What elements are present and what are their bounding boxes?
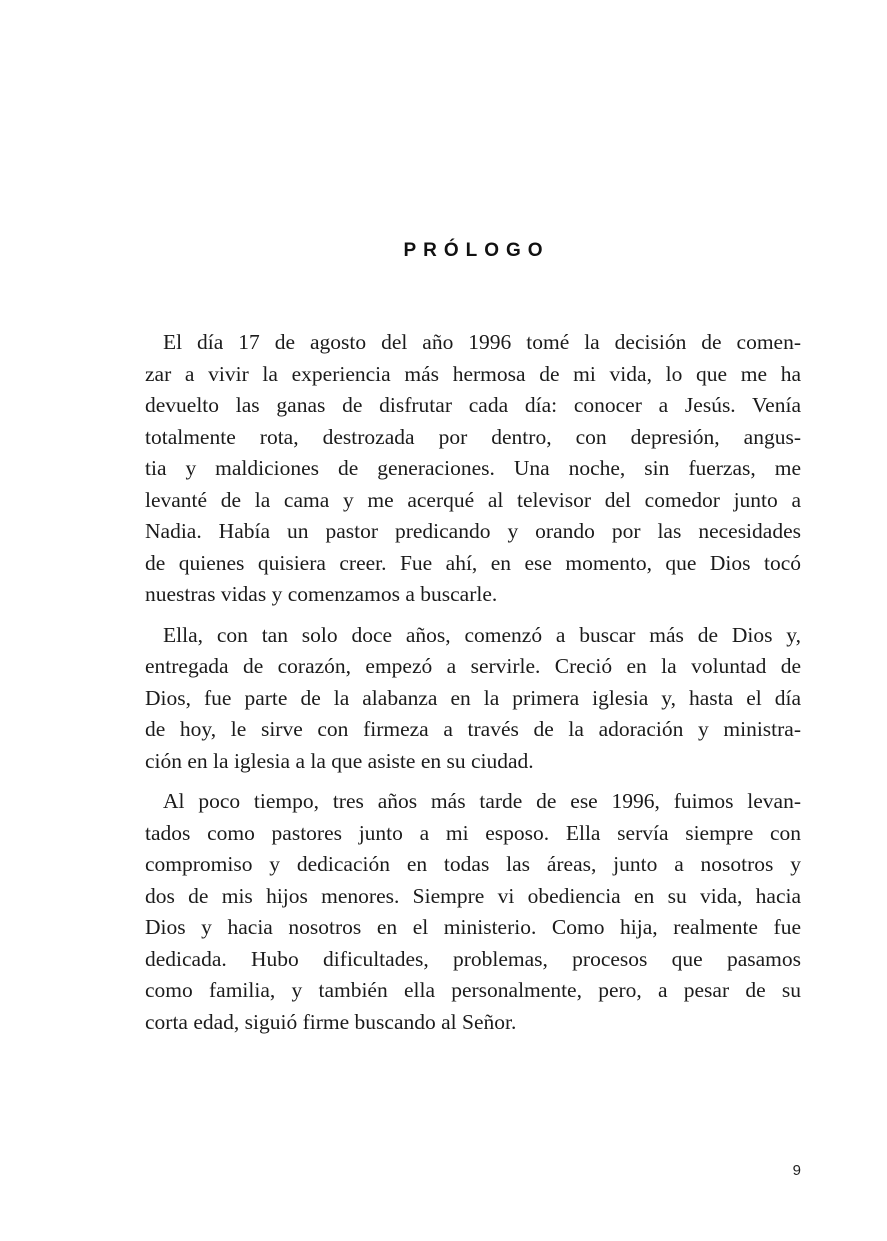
- text-line: corta edad, siguió firme buscando al Señor.: [145, 1009, 517, 1034]
- paragraph: [145, 786, 801, 1038]
- text-line: dos de mis hijos menores. Siempre vi obediencia en su vida, hacia: [145, 883, 801, 908]
- text-line: totalmente rota, destrozada por dentro, con depresión, angus-: [145, 424, 801, 449]
- text-line: Al poco tiempo, tres años más tarde de ese 1996, fuimos levan-: [163, 789, 801, 813]
- text-line: dedicada. Hubo dificultades, problemas, procesos que pasamos: [145, 946, 801, 971]
- page-number: 9: [792, 1162, 801, 1179]
- paragraph: [145, 620, 801, 778]
- text-line: como familia, y también ella personalmente, pero, a pesar de su: [145, 978, 801, 1002]
- text-line: zar a vivir la experiencia más hermosa de mi vida, lo que me ha: [145, 361, 801, 386]
- text-line: Nadia. Había un pastor predicando y orando por las necesidades: [145, 519, 801, 543]
- text-line: Ella, con tan solo doce años, comenzó a buscar más de Dios y,: [163, 622, 801, 647]
- text-line: tia y maldiciones de generaciones. Una noche, sin fuerzas, me: [145, 456, 801, 480]
- text-line: levanté de la cama y me acerqué al televisor del comedor junto a: [145, 487, 801, 512]
- page-body: [145, 327, 801, 1038]
- text-line: devuelto las ganas de disfrutar cada día: conocer a Jesús. Venía: [145, 393, 801, 417]
- text-line: nuestras vidas y comenzamos a buscarle.: [145, 582, 498, 606]
- text-line: tados como pastores junto a mi esposo. Ella servía siempre con: [145, 820, 801, 845]
- paragraph: [145, 327, 801, 611]
- text-line: compromiso y dedicación en todas las áreas, junto a nosotros y: [145, 852, 801, 876]
- text-line: entregada de corazón, empezó a servirle. Creció en la voluntad de: [145, 654, 801, 678]
- text-line: El día 17 de agosto del año 1996 tomé la decisión de comen-: [163, 330, 801, 354]
- text-line: de hoy, le sirve con firmeza a través de la adoración y ministra-: [145, 717, 801, 741]
- text-line: ción en la iglesia a la que asiste en su ciudad.: [145, 748, 534, 773]
- text-line: de quienes quisiera creer. Fue ahí, en ese momento, que Dios tocó: [145, 550, 801, 575]
- text-line: Dios, fue parte de la alabanza en la primera iglesia y, hasta el día: [145, 685, 801, 710]
- chapter-title: PRÓLOGO: [403, 240, 550, 261]
- text-line: Dios y hacia nosotros en el ministerio. Como hija, realmente fue: [145, 915, 801, 939]
